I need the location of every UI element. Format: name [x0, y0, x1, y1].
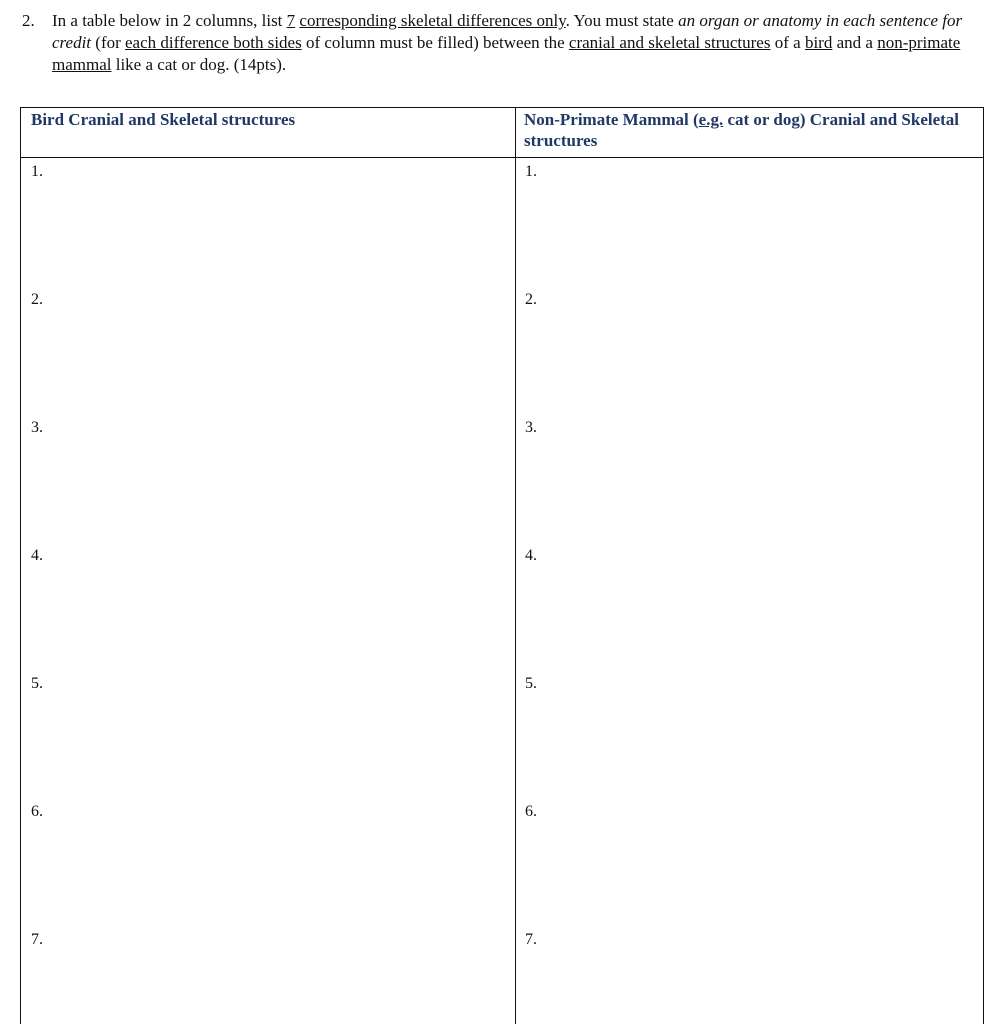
text-segment: and a: [832, 33, 878, 52]
text-segment: In a table below in 2 columns, list: [52, 11, 287, 30]
text-segment: 7: [286, 11, 296, 30]
text-segment: . You must state: [565, 11, 679, 30]
text-segment: an organ or anatomy in each sentence for credit: [52, 11, 963, 52]
bird-answer-number: 3.: [31, 419, 43, 436]
text-segment: like a cat or dog. (14pts).: [111, 55, 287, 74]
answer-table: [20, 107, 984, 1024]
bird-answer-number: 5.: [31, 675, 43, 692]
mammal-answer-number: 4.: [525, 547, 537, 564]
text-segment: bird: [804, 33, 833, 52]
text-segment: Non-Primate Mammal (: [524, 110, 699, 129]
question-number: 2.: [22, 11, 35, 30]
mammal-answer-number: 5.: [525, 675, 537, 692]
text-segment: non-primate mammal: [52, 33, 961, 74]
bird-answer-number: 6.: [31, 803, 43, 820]
text-segment: cat or dog) Cranial and Skeletal structures: [524, 110, 960, 150]
header-rule: [21, 157, 983, 158]
mammal-answer-number: 7.: [525, 931, 537, 948]
bird-column-header: Bird Cranial and Skeletal structures: [31, 110, 296, 129]
bird-answer-number: 2.: [31, 291, 43, 308]
mammal-answer-number: 2.: [525, 291, 537, 308]
mammal-column-header: [524, 109, 964, 151]
text-segment: of a: [770, 33, 805, 52]
text-segment: e.g.: [698, 110, 724, 129]
text-segment: corresponding skeletal differences only: [299, 11, 566, 30]
bird-answer-number: 1.: [31, 163, 43, 180]
text-segment: each difference both sides: [125, 33, 302, 52]
mammal-answer-number: 6.: [525, 803, 537, 820]
text-segment: (for: [91, 33, 126, 52]
text-segment: cranial and skeletal structures: [568, 33, 771, 52]
bird-answer-number: 4.: [31, 547, 43, 564]
question-text: [52, 10, 982, 76]
mammal-answer-number: 1.: [525, 163, 537, 180]
column-divider: [515, 108, 516, 1024]
mammal-answer-number: 3.: [525, 419, 537, 436]
question-prompt: [22, 10, 982, 76]
text-segment: of column must be filled) between the: [301, 33, 569, 52]
bird-answer-number: 7.: [31, 931, 43, 948]
